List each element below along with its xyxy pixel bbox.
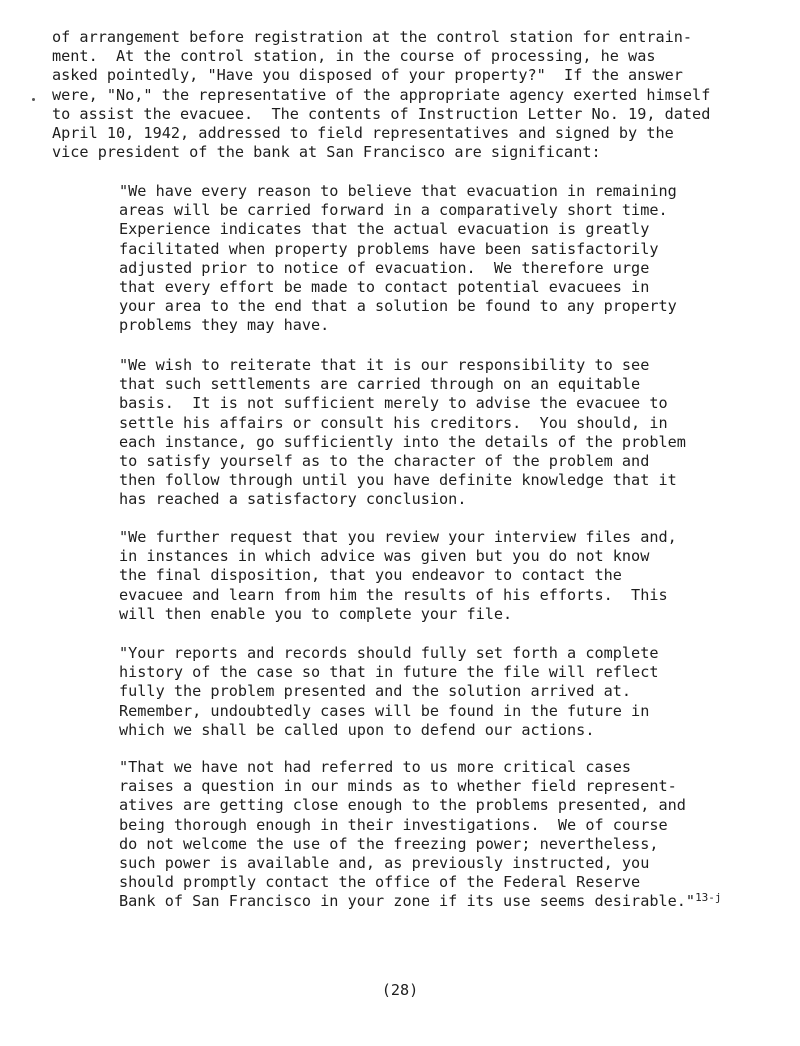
- quote-line: fully the problem presented and the solution arrived at.: [119, 682, 632, 701]
- intro-line: April 10, 1942, addressed to field representatives and signed by the: [52, 123, 674, 142]
- quote-line: "Your reports and records should fully set forth a complete: [119, 644, 659, 662]
- quote-line: in instances in which advice was given but you do not know: [119, 547, 650, 566]
- quote-line: areas will be carried forward in a comparatively short time.: [119, 201, 668, 220]
- quote-line: Experience indicates that the actual evacuation is greatly: [119, 220, 650, 239]
- intro-line: to assist the evacuee. The contents of Instruction Letter No. 19, dated: [52, 104, 711, 123]
- quote-paragraph-2: [119, 356, 779, 510]
- quote-line: raises a question in our minds as to whether field represent-: [119, 777, 677, 796]
- quote-line: has reached a satisfactory conclusion.: [119, 490, 467, 509]
- quote-line: evacuee and learn from him the results of his efforts. This: [119, 585, 668, 604]
- quote-line: that every effort be made to contact potential evacuees in: [119, 277, 650, 296]
- quote-paragraph-5: [119, 758, 779, 912]
- intro-line: of arrangement before registration at the control station for entrain-: [52, 28, 693, 46]
- quote-line: problems they may have.: [119, 316, 330, 335]
- page-number: (28): [381, 981, 419, 999]
- quote-line: the final disposition, that you endeavor to contact the: [119, 566, 622, 585]
- quote-line: such power is available and, as previously instructed, you: [119, 853, 650, 872]
- quote-line: adjusted prior to notice of evacuation. We therefore urge: [119, 258, 650, 277]
- quote-line: basis. It is not sufficient merely to advise the evacuee to: [119, 394, 668, 413]
- quote-paragraph-4: [119, 644, 779, 740]
- quote-line: facilitated when property problems have been satisfactorily: [119, 239, 659, 258]
- intro-line: ment. At the control station, in the course of processing, he was: [52, 47, 656, 66]
- quote-line: should promptly contact the office of the Federal Reserve: [119, 873, 641, 892]
- quote-line: which we shall be called upon to defend our actions.: [119, 720, 595, 739]
- intro-line: were, "No," the representative of the appropriate agency exerted himself: [52, 85, 711, 104]
- intro-line: asked pointedly, "Have you disposed of your property?" If the answer: [52, 66, 683, 85]
- margin-mark: [32, 98, 35, 101]
- quote-line: atives are getting close enough to the problems presented, and: [119, 796, 686, 815]
- quote-line: Remember, undoubtedly cases will be found in the future in: [119, 701, 650, 720]
- footnote-reference: 13-j: [695, 891, 722, 905]
- quote-paragraph-1: [119, 182, 779, 336]
- quote-line: that such settlements are carried through on an equitable: [119, 375, 641, 394]
- quote-line: being thorough enough in their investigations. We of course: [119, 815, 668, 834]
- quote-line: history of the case so that in future the file will reflect: [119, 663, 659, 682]
- quote-line: will then enable you to complete your file.: [119, 604, 513, 623]
- quote-line: settle his affairs or consult his creditors. You should, in: [119, 413, 668, 432]
- quote-line-last: [119, 892, 779, 911]
- quote-paragraph-3: [119, 528, 779, 624]
- quote-line: "We have every reason to believe that evacuation in remaining: [119, 182, 677, 200]
- quote-line: "That we have not had referred to us more critical cases: [119, 758, 632, 776]
- quote-line: "We further request that you review your interview files and,: [119, 528, 677, 546]
- quote-line: to satisfy yourself as to the character of the problem and: [119, 451, 650, 470]
- intro-paragraph: [52, 28, 772, 162]
- quote-line: "We wish to reiterate that it is our responsibility to see: [119, 356, 650, 374]
- quote-line: then follow through until you have definite knowledge that it: [119, 471, 677, 490]
- quote-line: each instance, go sufficiently into the details of the problem: [119, 432, 686, 451]
- quote-line: your area to the end that a solution be found to any property: [119, 297, 677, 316]
- intro-line: vice president of the bank at San Francisco are significant:: [52, 143, 601, 162]
- quote-line: do not welcome the use of the freezing power; nevertheless,: [119, 834, 659, 853]
- quote-line-text: Bank of San Francisco in your zone if its use seems desirable.": [119, 892, 696, 911]
